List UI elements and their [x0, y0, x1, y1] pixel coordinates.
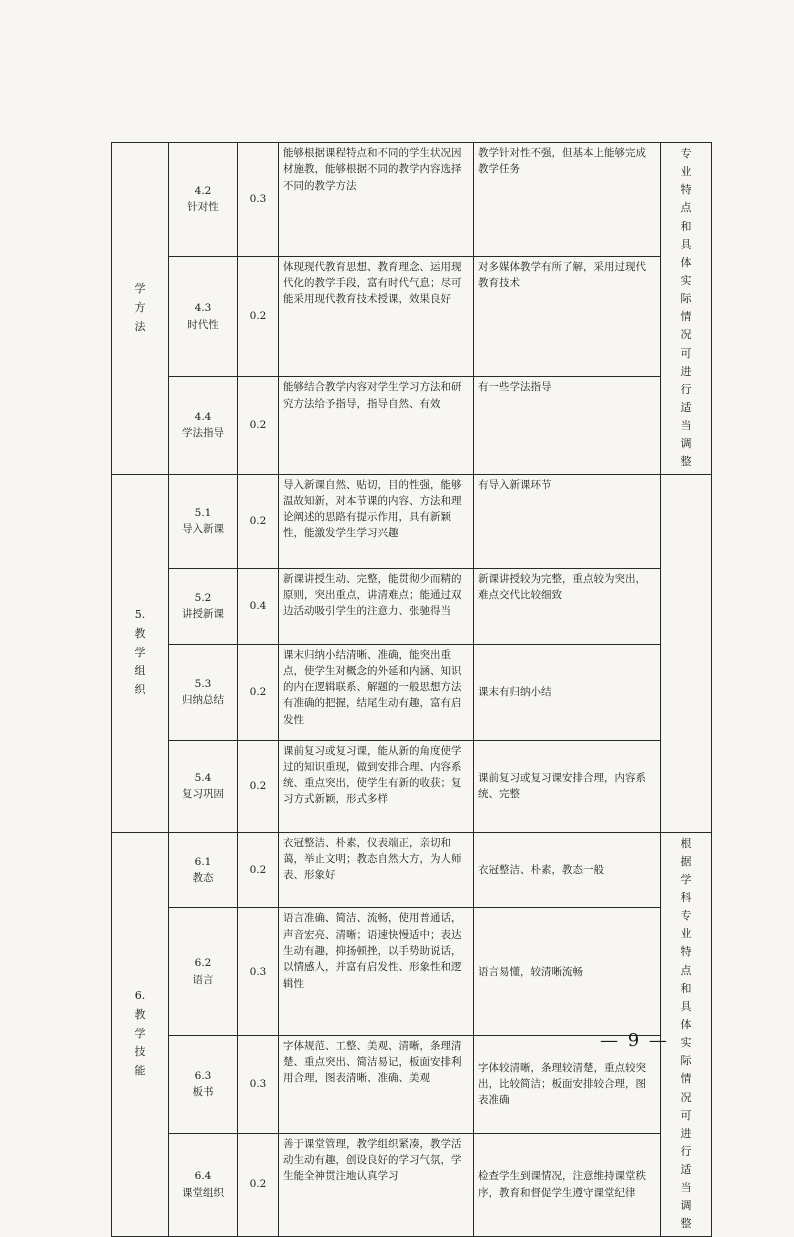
- item-number: 4.3: [194, 302, 212, 315]
- weight-cell: 0.2: [238, 1133, 279, 1236]
- weight-cell: 0.3: [238, 143, 279, 257]
- note-cell-empty: [661, 474, 712, 832]
- standard-cell: 衣冠整洁、朴素，仪表端正，亲切和蔼，举止文明；教态自然大方，为人师表、形象好: [279, 832, 474, 908]
- table-row: [112, 143, 712, 257]
- category-cell: [112, 143, 169, 475]
- category-label: 学方法: [134, 282, 146, 333]
- standard-cell: 语言准确、简洁、流畅，使用普通话，声音宏亮、清晰；语速快慢适中；表达生动有趣，抑扬顿挫，以手势助说话，以情感人，并富有启发性、形象性和逻辑性: [279, 908, 474, 1035]
- weight-cell: 0.2: [238, 644, 279, 740]
- weight-cell: 0.2: [238, 256, 279, 377]
- standard-cell: 善于课堂管理，教学组织紧凑，教学活动生动有趣，创设良好的学习气氛，学生能全神贯注地认真学习: [279, 1133, 474, 1236]
- weight-cell: 0.4: [238, 568, 279, 644]
- item-number: 4.4: [194, 411, 212, 424]
- standard-cell: 字体规范、工整、美观、清晰，条理清楚、重点突出、简洁易记，板面安排利用合理，图表清晰、准确、美观: [279, 1035, 474, 1133]
- basic-cell: 衣冠整洁、朴素，教态一般: [474, 832, 661, 908]
- standard-cell: 能够根据课程特点和不同的学生状况因材施教，能够根据不同的教学内容选择不同的教学方法: [279, 143, 474, 257]
- weight-cell: 0.2: [238, 377, 279, 474]
- item-number: 5.1: [194, 506, 212, 519]
- item-number: 5.4: [194, 771, 212, 784]
- table-row: [112, 908, 712, 1035]
- item-number: 5.3: [194, 677, 212, 690]
- note-cell: [661, 143, 712, 475]
- evaluation-table: [111, 142, 712, 1237]
- item-cell: [169, 1035, 238, 1133]
- item-cell: [169, 908, 238, 1035]
- item-cell: [169, 474, 238, 568]
- basic-cell: 语言易懂，较清晰流畅: [474, 908, 661, 1035]
- item-number: 6.2: [194, 957, 212, 970]
- item-name: 语言: [192, 973, 214, 986]
- basic-cell: 检查学生到课情况，注意维持课堂秩序，教育和督促学生遵守课堂纪律: [474, 1133, 661, 1236]
- item-number: 4.2: [194, 185, 212, 198]
- standard-cell: 体现现代教育思想、教育理念、运用现代化的教学手段，富有时代气息；尽可能采用现代教育技术授课，效果良好: [279, 256, 474, 377]
- item-name: 导入新课: [182, 523, 224, 536]
- item-cell: [169, 568, 238, 644]
- item-number: 5.2: [194, 591, 212, 604]
- item-name: 复习巩固: [182, 788, 224, 801]
- table-row: [112, 474, 712, 568]
- item-number: 6.4: [194, 1170, 212, 1183]
- weight-cell: 0.2: [238, 474, 279, 568]
- weight-cell: 0.2: [238, 740, 279, 832]
- weight-cell: 0.2: [238, 832, 279, 908]
- standard-cell: 课前复习或复习课，能从新的角度使学过的知识重现，做到安排合理、内容系统、重点突出，使学生有新的收获；复习方式新颖，形式多样: [279, 740, 474, 832]
- standard-cell: 能够结合教学内容对学生学习方法和研究方法给予指导，指导自然、有效: [279, 377, 474, 474]
- table-row: [112, 644, 712, 740]
- table-row: [112, 832, 712, 908]
- table-row: [112, 1133, 712, 1236]
- item-number: 6.1: [194, 855, 212, 868]
- item-name: 学法指导: [182, 427, 224, 440]
- basic-cell: 有导入新课环节: [474, 474, 661, 568]
- standard-cell: 新课讲授生动、完整，能贯彻少而精的原则，突出重点，讲清难点；能通过双边活动吸引学生的注意力、张驰得当: [279, 568, 474, 644]
- item-cell: [169, 832, 238, 908]
- item-name: 板书: [192, 1086, 214, 1099]
- basic-cell: 字体较清晰，条理较清楚，重点较突出，比较简洁；板面安排较合理，图表准确: [474, 1035, 661, 1133]
- item-cell: [169, 740, 238, 832]
- weight-cell: 0.3: [238, 1035, 279, 1133]
- note-label: 专业特点和具体实际情况可进行适当调整: [680, 147, 692, 469]
- item-number: 6.3: [194, 1069, 212, 1082]
- table-row: [112, 377, 712, 474]
- item-cell: [169, 377, 238, 474]
- item-name: 时代性: [187, 318, 219, 331]
- category-label: 6.教学技能: [134, 989, 146, 1078]
- weight-cell: 0.3: [238, 908, 279, 1035]
- standard-cell: 课末归纳小结清晰、准确，能突出重点，使学生对概念的外延和内涵、知识的内在逻辑联系、解题的一般思想方法有准确的把握，结尾生动有趣，富有启发性: [279, 644, 474, 740]
- basic-cell: 有一些学法指导: [474, 377, 661, 474]
- item-name: 教态: [192, 871, 214, 884]
- basic-cell: 对多媒体教学有所了解，采用过现代教育技术: [474, 256, 661, 377]
- basic-cell: 课末有归纳小结: [474, 644, 661, 740]
- item-name: 针对性: [187, 201, 219, 214]
- item-cell: [169, 256, 238, 377]
- item-cell: [169, 644, 238, 740]
- item-name: 课堂组织: [182, 1186, 224, 1199]
- page-number: — 9 —: [600, 1030, 669, 1051]
- category-cell: [112, 832, 169, 1236]
- table-row: [112, 256, 712, 377]
- basic-cell: 教学针对性不强，但基本上能够完成教学任务: [474, 143, 661, 257]
- item-cell: [169, 143, 238, 257]
- basic-cell: 新课讲授较为完整，重点较为突出，难点交代比较细致: [474, 568, 661, 644]
- category-label: 5.教学组织: [134, 608, 146, 697]
- item-name: 讲授新课: [182, 608, 224, 621]
- basic-cell: 课前复习或复习课安排合理，内容系统、完整: [474, 740, 661, 832]
- note-label: 根据学科专业特点和具体实际情况可进行适当调整: [680, 836, 692, 1231]
- standard-cell: 导入新课自然、贴切，目的性强，能够温故知新，对本节课的内容、方法和理论阐述的思路有提示作用，具有新颖性，能激发学生学习兴趣: [279, 474, 474, 568]
- item-name: 归纳总结: [182, 694, 224, 707]
- category-cell: [112, 474, 169, 832]
- table-row: [112, 740, 712, 832]
- table-row: [112, 568, 712, 644]
- item-cell: [169, 1133, 238, 1236]
